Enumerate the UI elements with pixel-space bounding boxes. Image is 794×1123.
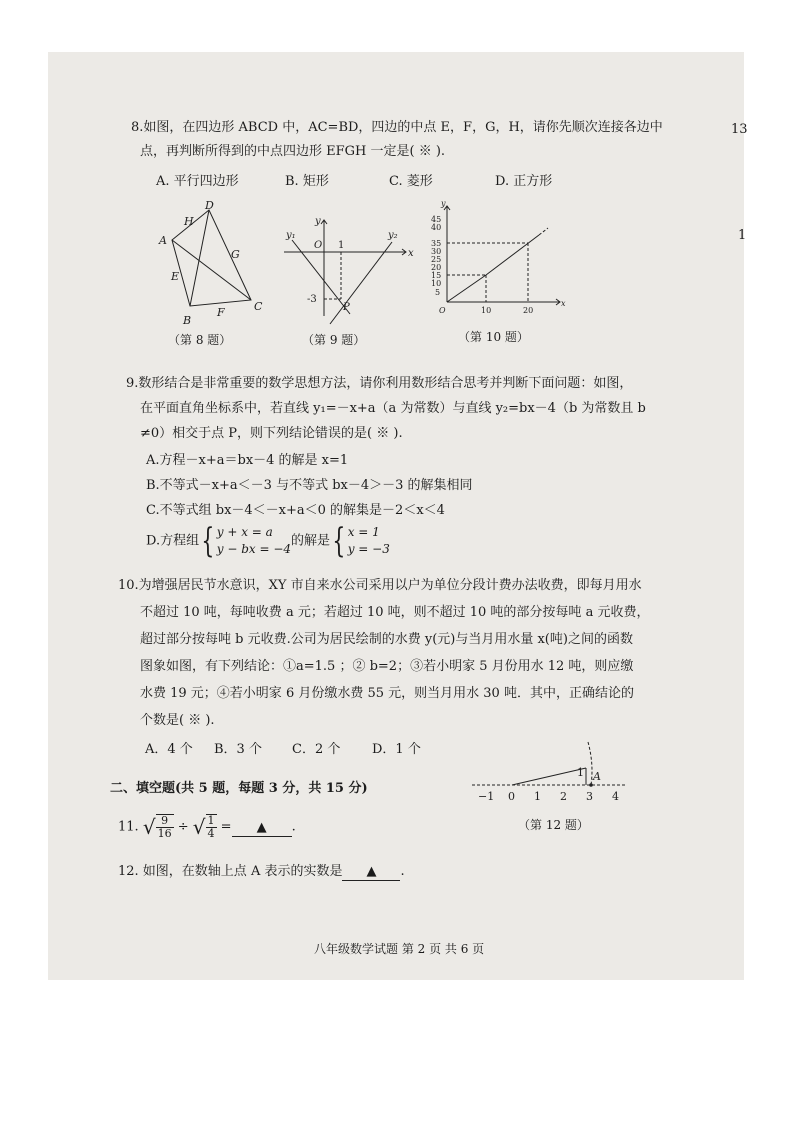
q9-option-d-prefix: D.方程组 — [146, 533, 200, 549]
point-h-label: H — [184, 215, 194, 228]
q12-number-line-figure — [470, 738, 632, 804]
q12-text: 12. 如图，在数轴上点 A 表示的实数是 — [118, 864, 343, 879]
y-tick-5: 5 — [435, 288, 441, 297]
equation-2: y − bx = −4 — [216, 542, 292, 556]
solution-x: x = 1 — [347, 525, 380, 539]
q12-figure-caption: （第 12 题） — [518, 818, 589, 832]
q10-line1: 10.为增强居民节水意识，XY 市自来水公司采用以户为单位分段计费办法收费，即每月用水 — [118, 578, 642, 593]
point-e-label: E — [171, 270, 180, 283]
section-2-heading: 二、填空题(共 5 题，每题 3 分，共 15 分) — [110, 781, 368, 796]
q9-tick-1: 1 — [338, 240, 345, 251]
point-b-label: B — [183, 314, 192, 327]
q10-graph-figure — [426, 199, 566, 320]
segment-extension — [539, 228, 548, 235]
q10-option-a: A．4 个 — [145, 742, 193, 757]
y-tick-25: 25 — [431, 255, 442, 264]
segment-first — [447, 275, 486, 302]
point-d-label: D — [205, 199, 214, 212]
edge-text-top: 13 — [731, 122, 748, 137]
equation-system — [217, 524, 291, 558]
q10-y-axis-label: y — [441, 199, 446, 208]
left-brace-solution: { — [332, 521, 346, 561]
q9-option-d — [146, 521, 390, 561]
q8-figure-caption: （第 8 题） — [168, 333, 232, 347]
q12-end: . — [400, 864, 405, 879]
q9-option-a: A.方程－x+a＝bx－4 的解是 x=1 — [146, 453, 349, 468]
q9-line3: ≠0）相交于点 P，则下列结论错误的是( ※ ). — [140, 426, 403, 441]
q10-option-d: D．1 个 — [372, 742, 421, 757]
q8-line2: 点，再判断所得到的中点四边形 EFGH 一定是( ※ ). — [140, 144, 446, 159]
q9-origin-label: O — [314, 240, 323, 251]
point-p-label: P — [343, 302, 350, 313]
tick-1: 1 — [534, 790, 541, 803]
sqrt-sign-1: √ — [142, 815, 156, 839]
y-tick-20: 20 — [431, 263, 442, 272]
q9-option-b: B.不等式－x+a＜－3 与不等式 bx－4＞－3 的解集相同 — [146, 478, 473, 493]
tick-3: 3 — [586, 790, 593, 803]
y2-label: y₂ — [388, 230, 398, 241]
q8-option-b: B. 矩形 — [285, 174, 329, 189]
q9-option-d-mid: 的解是 — [291, 533, 331, 549]
point-a — [589, 783, 593, 787]
point-f-label: F — [217, 306, 225, 319]
solution-y: y = −3 — [347, 542, 390, 556]
y-tick-15: 15 — [431, 271, 442, 280]
point-a-label: A — [593, 770, 601, 783]
divide-sign: ÷ — [177, 819, 189, 835]
y-tick-40: 40 — [431, 223, 442, 232]
q9-figure-caption: （第 9 题） — [302, 333, 366, 347]
arc — [588, 742, 592, 785]
q8-option-a: A. 平行四边形 — [156, 174, 239, 189]
q8-option-d: D. 正方形 — [495, 174, 553, 189]
q10-line4: 图象如图，有下列结论：①a=1.5 ；② b=2；③若小明家 5 月份用水 12 吨，则应缴 — [140, 659, 634, 674]
x-tick-20: 20 — [523, 306, 534, 315]
line-y2 — [330, 242, 392, 324]
y-tick-35: 35 — [431, 239, 442, 248]
q10-option-b: B．3 个 — [214, 742, 262, 757]
tick-0: 0 — [508, 790, 515, 803]
left-brace: { — [201, 521, 215, 561]
equation-1: y + x = a — [216, 525, 273, 539]
y1-label: y₁ — [286, 230, 296, 241]
point-g-label: G — [231, 248, 240, 261]
q10-x-axis-label: x — [561, 299, 566, 308]
edge-text-mid: 1 — [738, 228, 747, 243]
q10-line5: 水费 19 元；④若小明家 6 月份缴水费 55 元，则当月用水 30 吨．其中，正确结论的 — [140, 686, 634, 701]
sqrt-sign-2: √ — [192, 815, 206, 839]
fraction-1-4: $\frac{1}{4}$ — [207, 814, 215, 840]
unit-length-label: 1 — [577, 766, 584, 779]
q9-x-axis-label: x — [408, 248, 414, 259]
q9-y-axis-label: y — [315, 216, 321, 227]
y-tick-10: 10 — [431, 279, 442, 288]
q8-quadrilateral-figure — [153, 200, 273, 328]
q11-answer-blank: ▲ — [232, 820, 292, 837]
q9-lines-figure — [280, 212, 418, 324]
q10-option-c: C．2 个 — [292, 742, 341, 757]
q11-expression — [118, 814, 296, 840]
q9-line2: 在平面直角坐标系中，若直线 y₁=－x+a（a 为常数）与直线 y₂=bx－4（b 为常数且 b — [140, 401, 646, 416]
hypotenuse — [512, 768, 586, 785]
q10-figure-caption: （第 10 题） — [458, 330, 529, 344]
q10-origin-label: O — [439, 306, 446, 315]
q10-line6: 个数是( ※ ). — [140, 713, 215, 728]
exam-sheet — [48, 52, 748, 980]
q8-line1: 8.如图，在四边形 ABCD 中，AC=BD，四边的中点 E，F，G，H，请你先顺次连接各边中 — [131, 120, 663, 135]
page-footer: 八年级数学试题 第 2 页 共 6 页 — [314, 942, 485, 956]
q11-end: . — [291, 819, 296, 835]
q9-line1: 9.数形结合是非常重要的数学思想方法，请你利用数形结合思考并判断下面问题：如图， — [126, 376, 633, 391]
q10-line2: 不超过 10 吨，每吨收费 a 元；若超过 10 吨，则不超过 10 吨的部分按每吨 a 元收费， — [140, 605, 650, 620]
x-tick-10: 10 — [481, 306, 492, 315]
equals-sign: = — [220, 819, 232, 835]
q11-number: 11. — [118, 819, 139, 835]
q10-line3: 超过部分按每吨 b 元收费.公司为居民绘制的水费 y(元)与当月用水量 x(吨)之间的函数 — [140, 632, 633, 647]
fraction-9-16: $\frac{9}{16}$ — [157, 814, 172, 840]
tick-neg1: −1 — [478, 790, 495, 803]
q9-option-c: C.不等式组 bx－4＜－x+a＜0 的解集是－2＜x＜4 — [146, 503, 445, 518]
point-a-label: A — [159, 234, 167, 247]
q9-tick-neg3: -3 — [307, 294, 317, 305]
y-tick-45: 45 — [431, 215, 442, 224]
point-c-label: C — [254, 300, 263, 313]
solution-system — [348, 524, 390, 558]
tick-4: 4 — [612, 790, 619, 803]
q12-question — [118, 864, 405, 881]
segment-second — [486, 235, 539, 275]
y-tick-30: 30 — [431, 247, 442, 256]
q8-option-c: C. 菱形 — [389, 174, 433, 189]
tick-2: 2 — [560, 790, 567, 803]
q12-answer-blank: ▲ — [342, 864, 400, 881]
